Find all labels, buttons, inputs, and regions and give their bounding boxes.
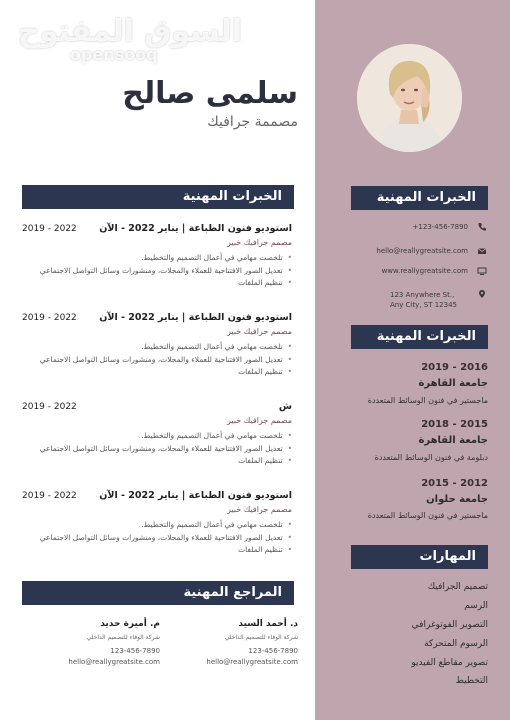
bullet-item: • تلخصت مهامي في أعمال التصميم والتخطيط. bbox=[17, 341, 292, 354]
bullet-item: • تعديل الصور الافتتاحية للعملاء والمجلات، ومنشورات وسائل التواصل الاجتماعي bbox=[17, 265, 292, 278]
profile-photo bbox=[357, 44, 462, 152]
job-entry-date: 2019 - 2022 bbox=[22, 402, 77, 412]
education-degree: ماجستير في فنون الوسائط المتعددة bbox=[367, 511, 488, 520]
job-entry-role: مصمم جرافيك خبير bbox=[226, 416, 292, 425]
watermark-arabic: السوق المفتوح bbox=[18, 14, 243, 49]
skills-heading: المهارات bbox=[351, 545, 488, 569]
experience-heading: الخبرات المهنية bbox=[22, 185, 294, 209]
contact-phone-text: +123-456-7890 bbox=[412, 223, 468, 231]
job-entry-date: 2019 - 2022 bbox=[22, 313, 77, 323]
bullet-item: • تعديل الصور الافتتاحية للعملاء والمجلات، ومنشورات وسائل التواصل الاجتماعي bbox=[17, 443, 292, 456]
education-university: جامعة القاهرة bbox=[418, 435, 488, 446]
bullet-item: • تنظيم الملفات bbox=[17, 277, 292, 290]
education-degree: دبلومة في فنون الوسائط المتعددة bbox=[374, 453, 488, 462]
bullet-item: • تعديل الصور الافتتاحية للعملاء والمجلات، ومنشورات وسائل التواصل الاجتماعي bbox=[17, 532, 292, 545]
contact-heading: الخبرات المهنية bbox=[351, 186, 488, 210]
skill-item: الرسم bbox=[464, 601, 488, 611]
job-entry-title: استوديو فنون الطباعة | يناير 2022 - الآن bbox=[99, 312, 292, 323]
education-university: جامعة القاهرة bbox=[418, 378, 488, 389]
job-entry-role: مصمم جرافيك خبير bbox=[226, 238, 292, 247]
reference-email: hello@reallygreatsite.com bbox=[68, 658, 160, 666]
bullet-item: • تنظيم الملفات bbox=[17, 455, 292, 468]
reference-company: شركة الوفاء للتصميم الداخلي bbox=[86, 634, 160, 641]
job-entry-title: استوديو فنون الطباعة | يناير 2022 - الآن bbox=[99, 490, 292, 501]
bullet-item: • تلخصت مهامي في أعمال التصميم والتخطيط. bbox=[17, 519, 292, 532]
contact-website bbox=[360, 264, 490, 280]
person-name: سلمى صالح bbox=[122, 76, 298, 111]
reference-name: م. أميرة حديد bbox=[100, 619, 160, 629]
contact-email bbox=[360, 244, 490, 260]
job-entry-title: ش bbox=[278, 401, 292, 412]
skill-item: التخطيط bbox=[455, 676, 488, 686]
reference-company: شركة الوفاء للتصميم الداخلي bbox=[224, 634, 298, 641]
reference-phone: 123-456-7890 bbox=[248, 647, 298, 655]
email-icon bbox=[477, 246, 487, 256]
education-degree: ماجستير في فنون الوسائط المتعددة bbox=[367, 396, 488, 405]
contact-address bbox=[360, 287, 490, 311]
job-entry-role: مصمم جرافيك خبير bbox=[226, 505, 292, 514]
contact-email-text: hello@reallygreatsite.com bbox=[376, 247, 468, 255]
education-years: 2012 - 2015 bbox=[421, 478, 488, 489]
education-university: جامعة حلوان bbox=[426, 494, 488, 505]
job-entry-bullets bbox=[17, 252, 292, 290]
website-icon bbox=[477, 266, 487, 276]
bullet-item: • تنظيم الملفات bbox=[17, 544, 292, 557]
phone-icon bbox=[477, 222, 487, 232]
bullet-item: • تلخصت مهامي في أعمال التصميم والتخطيط. bbox=[17, 430, 292, 443]
skill-item: تصوير مقاطع الفيديو bbox=[411, 658, 488, 668]
watermark-latin: opensooq bbox=[70, 45, 158, 64]
skill-item: التصوير الفوتوغرافي bbox=[411, 620, 488, 630]
bullet-item: • تنظيم الملفات bbox=[17, 366, 292, 379]
job-entry-role: مصمم جرافيك خبير bbox=[226, 327, 292, 336]
education-years: 2015 - 2018 bbox=[421, 419, 488, 430]
contact-phone bbox=[360, 220, 490, 236]
bullet-item: • تعديل الصور الافتتاحية للعملاء والمجلات، ومنشورات وسائل التواصل الاجتماعي bbox=[17, 354, 292, 367]
job-entry-date: 2019 - 2022 bbox=[22, 224, 77, 234]
references-heading: المراجع المهنية bbox=[22, 581, 294, 605]
contact-website-text: www.reallygreatsite.com bbox=[381, 267, 468, 275]
watermark-logo bbox=[18, 14, 242, 64]
job-entry-bullets bbox=[17, 519, 292, 557]
education-years: 2016 - 2019 bbox=[421, 362, 488, 373]
education-heading: الخبرات المهنية bbox=[351, 325, 488, 349]
job-entry-date: 2019 - 2022 bbox=[22, 491, 77, 501]
reference-name: د. أحمد السيد bbox=[238, 619, 298, 629]
bullet-item: • تلخصت مهامي في أعمال التصميم والتخطيط. bbox=[17, 252, 292, 265]
reference-phone: 123-456-7890 bbox=[110, 647, 160, 655]
job-title: مصممة جرافيك bbox=[207, 114, 298, 130]
job-entry-bullets bbox=[17, 430, 292, 468]
job-entry-title: استوديو فنون الطباعة | يناير 2022 - الآن bbox=[99, 223, 292, 234]
skill-item: تصميم الجرافيك bbox=[427, 582, 488, 592]
skill-item: الرسوم المتحركة bbox=[424, 639, 488, 649]
location-icon bbox=[477, 289, 487, 299]
reference-email: hello@reallygreatsite.com bbox=[206, 658, 298, 666]
contact-address-text: 123 Anywhere St., Any City, ST 12345 bbox=[390, 291, 457, 309]
job-entry-bullets bbox=[17, 341, 292, 379]
